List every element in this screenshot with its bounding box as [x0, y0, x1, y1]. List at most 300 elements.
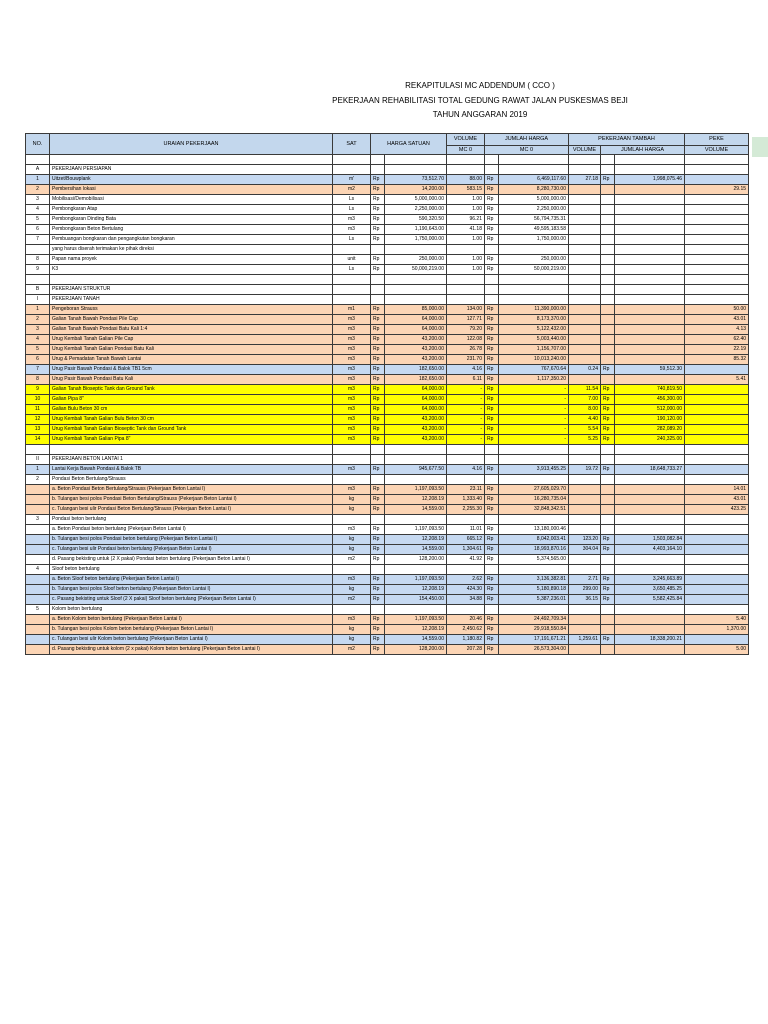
row-uraian: Pembersihan lokasi — [50, 185, 333, 195]
row-uraian: Pembongkaran Atap — [50, 205, 333, 215]
row-volume: 1,304.61 — [447, 545, 485, 555]
row-uraian: c. Pasang bekisting untuk Sloof (2 X pakai) Sloof beton bertulang (Pekerjaan Beton Lantai I) — [50, 595, 333, 605]
row-kurang-volume — [685, 275, 749, 285]
row-volume: 41.18 — [447, 225, 485, 235]
row-uraian: PEKERJAAN PERSIAPAN — [50, 165, 333, 175]
row-no: 1 — [26, 465, 50, 475]
row-tambah-jumlah — [615, 185, 685, 195]
row-sat: Ls — [333, 195, 371, 205]
row-sat — [333, 475, 371, 485]
row-volume: - — [447, 435, 485, 445]
row-rp: Rp — [371, 345, 385, 355]
row-volume: 4.16 — [447, 465, 485, 475]
col-tambah-volume: VOLUME — [569, 146, 601, 155]
row-rp: Rp — [371, 425, 385, 435]
col-harga-header: HARGA SATUAN — [371, 134, 447, 155]
row-tambah-volume — [569, 255, 601, 265]
row-tambah-rp — [601, 375, 615, 385]
table-row — [26, 345, 749, 355]
row-no: 4 — [26, 205, 50, 215]
row-volume: - — [447, 415, 485, 425]
row-jumlah — [499, 155, 569, 165]
row-volume: 1.00 — [447, 255, 485, 265]
row-jumlah: 5,003,440.00 — [499, 335, 569, 345]
row-rp2: Rp — [485, 535, 499, 545]
row-tambah-rp — [601, 505, 615, 515]
row-tambah-rp: Rp — [601, 575, 615, 585]
row-sat — [333, 445, 371, 455]
fiscal-year: TAHUN ANGGARAN 2019 — [432, 110, 528, 119]
table-row — [26, 525, 749, 535]
row-no: 5 — [26, 605, 50, 615]
row-no — [26, 535, 50, 545]
row-rp — [371, 565, 385, 575]
row-harga — [385, 605, 447, 615]
row-tambah-jumlah: 4,403,164.10 — [615, 545, 685, 555]
row-kurang-volume — [685, 155, 749, 165]
row-volume: 127.71 — [447, 315, 485, 325]
row-rp — [371, 445, 385, 455]
row-sat — [333, 455, 371, 465]
row-jumlah: 5,180,890.18 — [499, 585, 569, 595]
row-jumlah: 1,156,707.00 — [499, 345, 569, 355]
row-tambah-volume: 27.18 — [569, 175, 601, 185]
row-harga: 12,208.19 — [385, 495, 447, 505]
row-rp2: Rp — [485, 525, 499, 535]
row-rp2 — [485, 515, 499, 525]
row-sat — [333, 245, 371, 255]
row-kurang-volume — [685, 245, 749, 255]
row-no — [26, 275, 50, 285]
row-tambah-jumlah — [615, 355, 685, 365]
row-rp2: Rp — [485, 365, 499, 375]
row-jumlah: 11,390,000.00 — [499, 305, 569, 315]
row-rp — [371, 455, 385, 465]
row-tambah-volume: 5.54 — [569, 425, 601, 435]
row-volume: 2,255.30 — [447, 505, 485, 515]
row-tambah-rp: Rp — [601, 595, 615, 605]
row-harga: 43,200.00 — [385, 425, 447, 435]
row-uraian — [50, 155, 333, 165]
row-sat — [333, 295, 371, 305]
row-sat: m3 — [333, 395, 371, 405]
row-tambah-volume: 304.04 — [569, 545, 601, 555]
row-uraian: Galian Tanah Bawah Pondasi Pile Cap — [50, 315, 333, 325]
table-row — [26, 175, 749, 185]
col-jumlah-sub: MC 0 — [485, 146, 569, 155]
row-tambah-volume — [569, 505, 601, 515]
row-no — [26, 485, 50, 495]
row-kurang-volume — [685, 565, 749, 575]
row-rp: Rp — [371, 325, 385, 335]
row-jumlah: 50,000,219.00 — [499, 265, 569, 275]
row-tambah-rp — [601, 555, 615, 565]
row-sat: m3 — [333, 355, 371, 365]
row-jumlah: 5,122,432.00 — [499, 325, 569, 335]
row-uraian: c. Tulangan besi ulir Pondasi beton bertulang (Pekerjaan Beton Lantai I) — [50, 545, 333, 555]
col-tambah-jumlah: JUMLAH HARGA — [601, 146, 685, 155]
row-kurang-volume: 85.32 — [685, 355, 749, 365]
row-tambah-volume — [569, 375, 601, 385]
row-sat: m3 — [333, 405, 371, 415]
row-rp: Rp — [371, 555, 385, 565]
row-no: II — [26, 455, 50, 465]
row-volume — [447, 605, 485, 615]
row-volume: 122.08 — [447, 335, 485, 345]
row-harga: 12,208.19 — [385, 535, 447, 545]
row-harga: 43,200.00 — [385, 345, 447, 355]
row-tambah-volume: 2.71 — [569, 575, 601, 585]
row-rp: Rp — [371, 235, 385, 245]
row-tambah-volume — [569, 565, 601, 575]
row-rp — [371, 275, 385, 285]
row-tambah-volume: 7.00 — [569, 395, 601, 405]
column-tab-marker — [752, 137, 768, 157]
table-row — [26, 505, 749, 515]
row-tambah-jumlah: 5,582,425.84 — [615, 595, 685, 605]
row-kurang-volume: 1,370.00 — [685, 625, 749, 635]
row-tambah-rp — [601, 155, 615, 165]
row-tambah-rp — [601, 475, 615, 485]
row-tambah-rp — [601, 225, 615, 235]
table-row — [26, 285, 749, 295]
row-uraian: Lantai Kerja Bawah Pondasi & Balok TB — [50, 465, 333, 475]
row-no — [26, 495, 50, 505]
row-rp2: Rp — [485, 485, 499, 495]
table-row — [26, 535, 749, 545]
row-kurang-volume: 22.19 — [685, 345, 749, 355]
row-volume — [447, 515, 485, 525]
row-volume: 1.00 — [447, 195, 485, 205]
row-volume: 1,333.40 — [447, 495, 485, 505]
row-harga: 43,200.00 — [385, 335, 447, 345]
row-tambah-jumlah — [615, 305, 685, 315]
row-volume — [447, 165, 485, 175]
row-tambah-rp — [601, 325, 615, 335]
table-row — [26, 455, 749, 465]
table-row — [26, 565, 749, 575]
row-sat: m3 — [333, 435, 371, 445]
row-rp2: Rp — [485, 585, 499, 595]
row-uraian: Pengeboran Strauss — [50, 305, 333, 315]
row-sat: m3 — [333, 575, 371, 585]
table-row — [26, 185, 749, 195]
table-row — [26, 645, 749, 655]
row-uraian: Pembuangan bongkaran dan pengangkutan bongkaran — [50, 235, 333, 245]
row-rp — [371, 605, 385, 615]
row-uraian: a. Beton Kolom beton bertulang (Pekerjaan Beton Lantai I) — [50, 615, 333, 625]
table-row — [26, 425, 749, 435]
row-uraian: Galian Tanah Bawah Pondasi Batu Kali 1:4 — [50, 325, 333, 335]
header-row — [26, 134, 749, 146]
row-rp2 — [485, 245, 499, 255]
row-kurang-volume — [685, 445, 749, 455]
row-no — [26, 585, 50, 595]
row-uraian: d. Pasang bekisting untuk kolom (2 x pakai) Kolom beton bertulang (Pekerjaan Beton Lantai I) — [50, 645, 333, 655]
row-tambah-rp — [601, 355, 615, 365]
row-sat: m2 — [333, 595, 371, 605]
row-jumlah — [499, 605, 569, 615]
row-tambah-jumlah — [615, 555, 685, 565]
row-jumlah: 24,492,709.34 — [499, 615, 569, 625]
table-row — [26, 375, 749, 385]
row-tambah-jumlah — [615, 225, 685, 235]
row-no: 6 — [26, 225, 50, 235]
row-tambah-volume — [569, 335, 601, 345]
row-tambah-jumlah — [615, 495, 685, 505]
row-tambah-rp — [601, 215, 615, 225]
row-rp: Rp — [371, 625, 385, 635]
row-sat — [333, 275, 371, 285]
row-tambah-jumlah — [615, 475, 685, 485]
row-no: 2 — [26, 315, 50, 325]
row-kurang-volume — [685, 195, 749, 205]
row-volume — [447, 155, 485, 165]
table-row — [26, 355, 749, 365]
row-sat: kg — [333, 545, 371, 555]
table-row — [26, 275, 749, 285]
row-kurang-volume — [685, 525, 749, 535]
row-tambah-volume — [569, 275, 601, 285]
row-jumlah — [499, 165, 569, 175]
row-rp: Rp — [371, 505, 385, 515]
table-row — [26, 605, 749, 615]
row-rp: Rp — [371, 355, 385, 365]
row-rp2: Rp — [485, 325, 499, 335]
row-jumlah: 13,180,000.46 — [499, 525, 569, 535]
row-tambah-rp — [601, 345, 615, 355]
row-jumlah: 5,374,565.00 — [499, 555, 569, 565]
row-jumlah — [499, 515, 569, 525]
row-volume: 11.01 — [447, 525, 485, 535]
row-tambah-volume — [569, 645, 601, 655]
col-kurang-header: PEKE — [685, 134, 749, 146]
row-kurang-volume: 4.13 — [685, 325, 749, 335]
row-no: 2 — [26, 475, 50, 485]
row-tambah-volume — [569, 625, 601, 635]
row-volume: - — [447, 405, 485, 415]
row-tambah-jumlah: 18,648,733.27 — [615, 465, 685, 475]
row-volume: 1.00 — [447, 205, 485, 215]
row-no — [26, 645, 50, 655]
row-harga: 64,000.00 — [385, 385, 447, 395]
row-tambah-rp — [601, 445, 615, 455]
row-no — [26, 155, 50, 165]
row-tambah-rp — [601, 515, 615, 525]
row-rp2: Rp — [485, 635, 499, 645]
row-uraian: Sloof beton bertulang — [50, 565, 333, 575]
row-rp: Rp — [371, 305, 385, 315]
row-harga: 50,000,219.00 — [385, 265, 447, 275]
row-uraian: b. Tulangan besi polos Sloof beton bertulang (Pekerjaan Beton Lantai I) — [50, 585, 333, 595]
row-tambah-jumlah — [615, 265, 685, 275]
row-tambah-rp: Rp — [601, 535, 615, 545]
row-rp2: Rp — [485, 195, 499, 205]
table-row — [26, 555, 749, 565]
row-uraian — [50, 445, 333, 455]
row-jumlah — [499, 565, 569, 575]
row-jumlah: 6,469,117.60 — [499, 175, 569, 185]
row-no: I — [26, 295, 50, 305]
table-row — [26, 465, 749, 475]
row-harga: 43,200.00 — [385, 355, 447, 365]
row-sat — [333, 515, 371, 525]
row-uraian: Urug Kembali Tanah Galian Pipa 8" — [50, 435, 333, 445]
row-volume: 231.70 — [447, 355, 485, 365]
row-kurang-volume — [685, 585, 749, 595]
row-rp2: Rp — [485, 255, 499, 265]
row-tambah-jumlah: 1,503,082.84 — [615, 535, 685, 545]
row-tambah-rp: Rp — [601, 635, 615, 645]
row-no: 7 — [26, 235, 50, 245]
row-harga: 1,197,093.50 — [385, 525, 447, 535]
row-harga: 64,000.00 — [385, 315, 447, 325]
row-rp2 — [485, 475, 499, 485]
table-row — [26, 615, 749, 625]
row-tambah-volume — [569, 325, 601, 335]
row-tambah-jumlah — [615, 645, 685, 655]
row-kurang-volume — [685, 535, 749, 545]
table-row — [26, 295, 749, 305]
row-kurang-volume: 5.00 — [685, 645, 749, 655]
table-row — [26, 595, 749, 605]
row-tambah-jumlah — [615, 215, 685, 225]
row-tambah-jumlah — [615, 245, 685, 255]
row-kurang-volume — [685, 435, 749, 445]
row-sat — [333, 565, 371, 575]
row-rp2 — [485, 285, 499, 295]
row-tambah-jumlah: 456,300.00 — [615, 395, 685, 405]
row-rp2 — [485, 275, 499, 285]
row-kurang-volume — [685, 285, 749, 295]
row-no: 9 — [26, 385, 50, 395]
row-tambah-volume — [569, 555, 601, 565]
row-tambah-jumlah — [615, 235, 685, 245]
row-tambah-rp — [601, 525, 615, 535]
row-rp2: Rp — [485, 265, 499, 275]
table-row — [26, 315, 749, 325]
row-rp2 — [485, 165, 499, 175]
row-jumlah: 8,173,370.00 — [499, 315, 569, 325]
row-sat: m3 — [333, 335, 371, 345]
row-rp2: Rp — [485, 595, 499, 605]
row-tambah-volume — [569, 455, 601, 465]
row-harga: 43,200.00 — [385, 415, 447, 425]
row-volume: 1,180.82 — [447, 635, 485, 645]
table-row — [26, 405, 749, 415]
row-uraian: Urug & Pemadatan Tanah Bawah Lantai — [50, 355, 333, 365]
row-no — [26, 595, 50, 605]
row-jumlah: 2,250,000.00 — [499, 205, 569, 215]
row-kurang-volume — [685, 475, 749, 485]
row-tambah-rp: Rp — [601, 585, 615, 595]
row-volume: 34.88 — [447, 595, 485, 605]
row-harga: 14,559.00 — [385, 505, 447, 515]
row-rp: Rp — [371, 365, 385, 375]
row-tambah-rp — [601, 265, 615, 275]
row-kurang-volume: 43.01 — [685, 315, 749, 325]
row-tambah-jumlah — [615, 625, 685, 635]
row-rp2: Rp — [485, 575, 499, 585]
row-jumlah — [499, 455, 569, 465]
row-jumlah — [499, 275, 569, 285]
row-harga — [385, 445, 447, 455]
row-sat: m3 — [333, 345, 371, 355]
row-tambah-jumlah — [615, 515, 685, 525]
row-kurang-volume — [685, 175, 749, 185]
row-no: 9 — [26, 265, 50, 275]
row-no: 8 — [26, 255, 50, 265]
row-rp2: Rp — [485, 465, 499, 475]
row-tambah-volume: 36.15 — [569, 595, 601, 605]
col-uraian-header: URAIAN PEKERJAAN — [50, 134, 333, 155]
table-row — [26, 305, 749, 315]
row-rp: Rp — [371, 585, 385, 595]
row-volume: - — [447, 385, 485, 395]
row-rp — [371, 475, 385, 485]
row-rp2 — [485, 155, 499, 165]
table-row — [26, 215, 749, 225]
table-row — [26, 585, 749, 595]
row-uraian: a. Beton Pondasi Beton Bertulang/Strauss (Pekerjaan Beton Lantai I) — [50, 485, 333, 495]
table-row — [26, 365, 749, 375]
row-sat: m3 — [333, 465, 371, 475]
row-jumlah: - — [499, 435, 569, 445]
row-kurang-volume: 14.01 — [685, 485, 749, 495]
row-harga: 1,750,000.00 — [385, 235, 447, 245]
row-jumlah: - — [499, 415, 569, 425]
row-tambah-jumlah — [615, 255, 685, 265]
row-jumlah — [499, 245, 569, 255]
row-jumlah: 32,848,342.51 — [499, 505, 569, 515]
col-jumlah-header: JUMLAH HARGA — [485, 134, 569, 146]
row-harga — [385, 155, 447, 165]
row-no — [26, 555, 50, 565]
row-tambah-volume: 123.20 — [569, 535, 601, 545]
row-volume — [447, 475, 485, 485]
col-sat-header: SAT — [333, 134, 371, 155]
row-volume — [447, 565, 485, 575]
row-tambah-jumlah — [615, 315, 685, 325]
row-tambah-rp — [601, 615, 615, 625]
row-tambah-rp — [601, 495, 615, 505]
row-jumlah: 27,605,029.70 — [499, 485, 569, 495]
row-harga — [385, 165, 447, 175]
table-row — [26, 575, 749, 585]
row-volume: 1.00 — [447, 235, 485, 245]
row-sat: m3 — [333, 365, 371, 375]
row-tambah-rp: Rp — [601, 435, 615, 445]
row-uraian: b. Tulangan besi polos Pondasi Beton Bertulang/Strauss (Pekerjaan Beton Lantai I) — [50, 495, 333, 505]
row-kurang-volume — [685, 515, 749, 525]
row-rp: Rp — [371, 315, 385, 325]
row-kurang-volume — [685, 455, 749, 465]
row-sat — [333, 605, 371, 615]
row-tambah-jumlah — [615, 345, 685, 355]
row-sat: m3 — [333, 385, 371, 395]
row-sat: m2 — [333, 645, 371, 655]
row-harga — [385, 515, 447, 525]
row-tambah-volume — [569, 495, 601, 505]
row-tambah-rp — [601, 285, 615, 295]
row-tambah-volume: 1,259.61 — [569, 635, 601, 645]
row-tambah-jumlah — [615, 615, 685, 625]
row-tambah-rp — [601, 485, 615, 495]
row-tambah-volume — [569, 185, 601, 195]
row-volume: 1.00 — [447, 265, 485, 275]
row-rp: Rp — [371, 255, 385, 265]
row-volume — [447, 295, 485, 305]
